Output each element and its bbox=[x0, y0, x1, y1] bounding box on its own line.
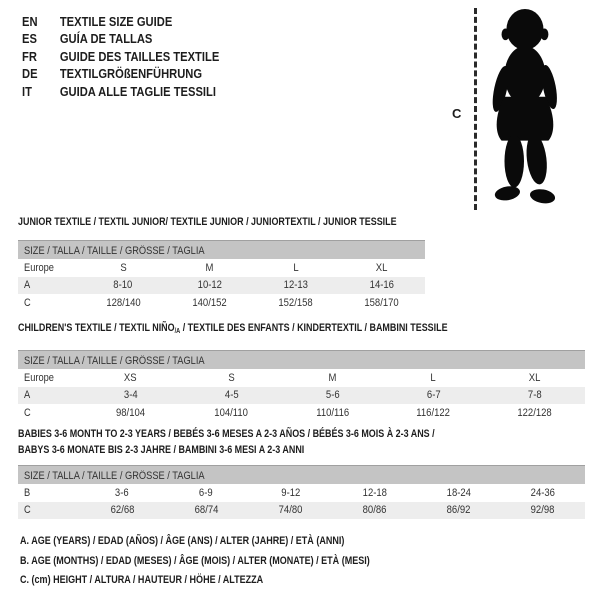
height-cell: 128/140 bbox=[105, 296, 141, 309]
table-row-age bbox=[18, 277, 425, 295]
age-cell: 8-10 bbox=[113, 279, 133, 292]
babies-section-title bbox=[18, 427, 435, 458]
age-cell: 4-5 bbox=[224, 389, 239, 402]
months-cell: 12-18 bbox=[362, 486, 387, 499]
age-cell: 6-7 bbox=[426, 389, 441, 402]
lang-code: FR bbox=[22, 48, 37, 64]
size-cell: XL bbox=[376, 261, 388, 274]
legend-row-es bbox=[22, 30, 219, 47]
months-cell: 3-6 bbox=[115, 486, 129, 499]
lang-title: TEXTILGRÖßENFÜHRUNG bbox=[59, 66, 203, 82]
children-title-post: / TEXTILE DES ENFANTS / KINDERTEXTIL / BAMBINI TESSILE bbox=[180, 322, 448, 334]
note-height-cm: C. (cm) HEIGHT / ALTURA / HAUTEUR / HÖHE / ALTEZZA bbox=[20, 574, 264, 586]
size-header-label: SIZE / TALLA / TAILLE / GRÖSSE / TAGLIA bbox=[24, 355, 205, 367]
months-cell: 18-24 bbox=[446, 486, 471, 499]
height-cell: 104/110 bbox=[214, 406, 249, 419]
legend-row-en bbox=[22, 13, 219, 30]
row-label: Europe bbox=[24, 261, 54, 274]
lang-code: ES bbox=[22, 31, 37, 47]
size-cell: S bbox=[119, 261, 127, 274]
height-cell: 140/152 bbox=[192, 296, 227, 309]
months-cell: 24-36 bbox=[530, 486, 556, 499]
height-cell: 80/86 bbox=[362, 504, 387, 517]
size-header-row bbox=[18, 351, 585, 370]
row-label: C bbox=[24, 296, 31, 309]
height-cell: 158/170 bbox=[364, 296, 400, 309]
age-cell: 14-16 bbox=[369, 279, 395, 292]
babies-title-line2: BABYS 3-6 MONATE BIS 2-3 JAHRE / BAMBINI 3-6 MESI A 2-3 ANNI bbox=[18, 443, 305, 456]
height-dashed-line bbox=[474, 8, 477, 210]
lang-code: EN bbox=[22, 14, 38, 29]
legend-row-it bbox=[22, 83, 219, 100]
height-cell: 68/74 bbox=[194, 504, 219, 517]
months-cell: 6-9 bbox=[199, 486, 214, 499]
lang-code: DE bbox=[22, 66, 38, 82]
lang-title: GUIDA ALLE TAGLIE TESSILI bbox=[59, 83, 216, 99]
row-label: A bbox=[24, 389, 31, 402]
row-label: A bbox=[24, 279, 31, 292]
table-row-height bbox=[18, 294, 425, 312]
table-row-age bbox=[18, 387, 585, 405]
size-cell: L bbox=[292, 261, 299, 274]
height-cell: 74/80 bbox=[278, 504, 303, 517]
height-cell: 98/104 bbox=[115, 406, 146, 419]
row-label: B bbox=[24, 486, 31, 499]
months-cell: 9-12 bbox=[280, 486, 300, 499]
age-cell: 5-6 bbox=[325, 389, 340, 402]
legend-row-fr bbox=[22, 48, 219, 65]
height-cell: 122/128 bbox=[517, 406, 552, 419]
junior-size-table bbox=[18, 240, 425, 312]
babies-title-line1: BABIES 3-6 MONTH TO 2-3 YEARS / BEBÉS 3-6 MESES A 2-3 AÑOS / BÉBÉS 3-6 MOIS À 2-3 ANS / bbox=[18, 428, 435, 440]
note-age-years: A. AGE (YEARS) / EDAD (AÑOS) / ÂGE (ANS) / ALTER (JAHRE) / ETÀ (ANNI) bbox=[20, 535, 345, 547]
table-row-months bbox=[18, 484, 585, 502]
baby-silhouette-icon bbox=[481, 7, 567, 207]
size-cell: S bbox=[228, 371, 235, 384]
row-label: Europe bbox=[24, 371, 54, 384]
height-cell: 62/68 bbox=[110, 504, 134, 517]
junior-section-title: JUNIOR TEXTILE / TEXTIL JUNIOR/ TEXTILE JUNIOR / JUNIORTEXTIL / JUNIOR TESSILE bbox=[18, 216, 397, 228]
size-cell: XS bbox=[124, 371, 137, 384]
height-marker-label: C bbox=[452, 106, 462, 121]
height-cell: 92/98 bbox=[530, 504, 555, 517]
size-cell: XL bbox=[528, 371, 541, 384]
size-header-label: SIZE / TALLA / TAILLE / GRÖSSE / TAGLIA bbox=[24, 470, 205, 482]
lang-title: GUÍA DE TALLAS bbox=[59, 31, 153, 47]
children-title-pre: CHILDREN'S TEXTILE / TEXTIL NIÑO bbox=[18, 322, 175, 334]
size-header-row bbox=[18, 241, 425, 260]
size-header-label: SIZE / TALLA / TAILLE / GRÖSSE / TAGLIA bbox=[24, 245, 205, 257]
children-size-table bbox=[18, 350, 585, 422]
size-cell: M bbox=[205, 261, 214, 274]
height-cell: 152/158 bbox=[278, 296, 313, 309]
table-row-europe bbox=[18, 369, 585, 387]
children-section-title bbox=[18, 321, 448, 340]
size-cell: M bbox=[328, 371, 337, 384]
lang-title: GUIDE DES TAILLES TEXTILE bbox=[59, 48, 220, 64]
note-age-months: B. AGE (MONTHS) / EDAD (MESES) / ÂGE (MOIS) / ALTER (MONATE) / ETÀ (MESI) bbox=[20, 554, 370, 567]
size-cell: L bbox=[430, 371, 437, 384]
height-cell: 86/92 bbox=[446, 504, 471, 517]
age-cell: 10-12 bbox=[197, 279, 222, 292]
children-title-subscript: /A bbox=[174, 328, 181, 335]
language-legend bbox=[22, 13, 219, 100]
age-cell: 3-4 bbox=[123, 389, 138, 402]
size-header-row bbox=[18, 466, 585, 485]
table-row-height bbox=[18, 404, 585, 422]
age-cell: 7-8 bbox=[527, 389, 542, 402]
row-label: C bbox=[24, 406, 31, 419]
babies-size-table bbox=[18, 465, 585, 519]
height-cell: 110/116 bbox=[316, 406, 349, 419]
legend-row-de bbox=[22, 65, 219, 82]
table-row-height bbox=[18, 502, 585, 520]
table-row-europe bbox=[18, 259, 425, 277]
legend-notes bbox=[20, 532, 370, 591]
height-cell: 116/122 bbox=[416, 406, 451, 419]
age-cell: 12-13 bbox=[283, 279, 308, 292]
lang-code: IT bbox=[22, 83, 32, 99]
lang-title: TEXTILE SIZE GUIDE bbox=[59, 14, 173, 29]
row-label: C bbox=[24, 504, 31, 517]
